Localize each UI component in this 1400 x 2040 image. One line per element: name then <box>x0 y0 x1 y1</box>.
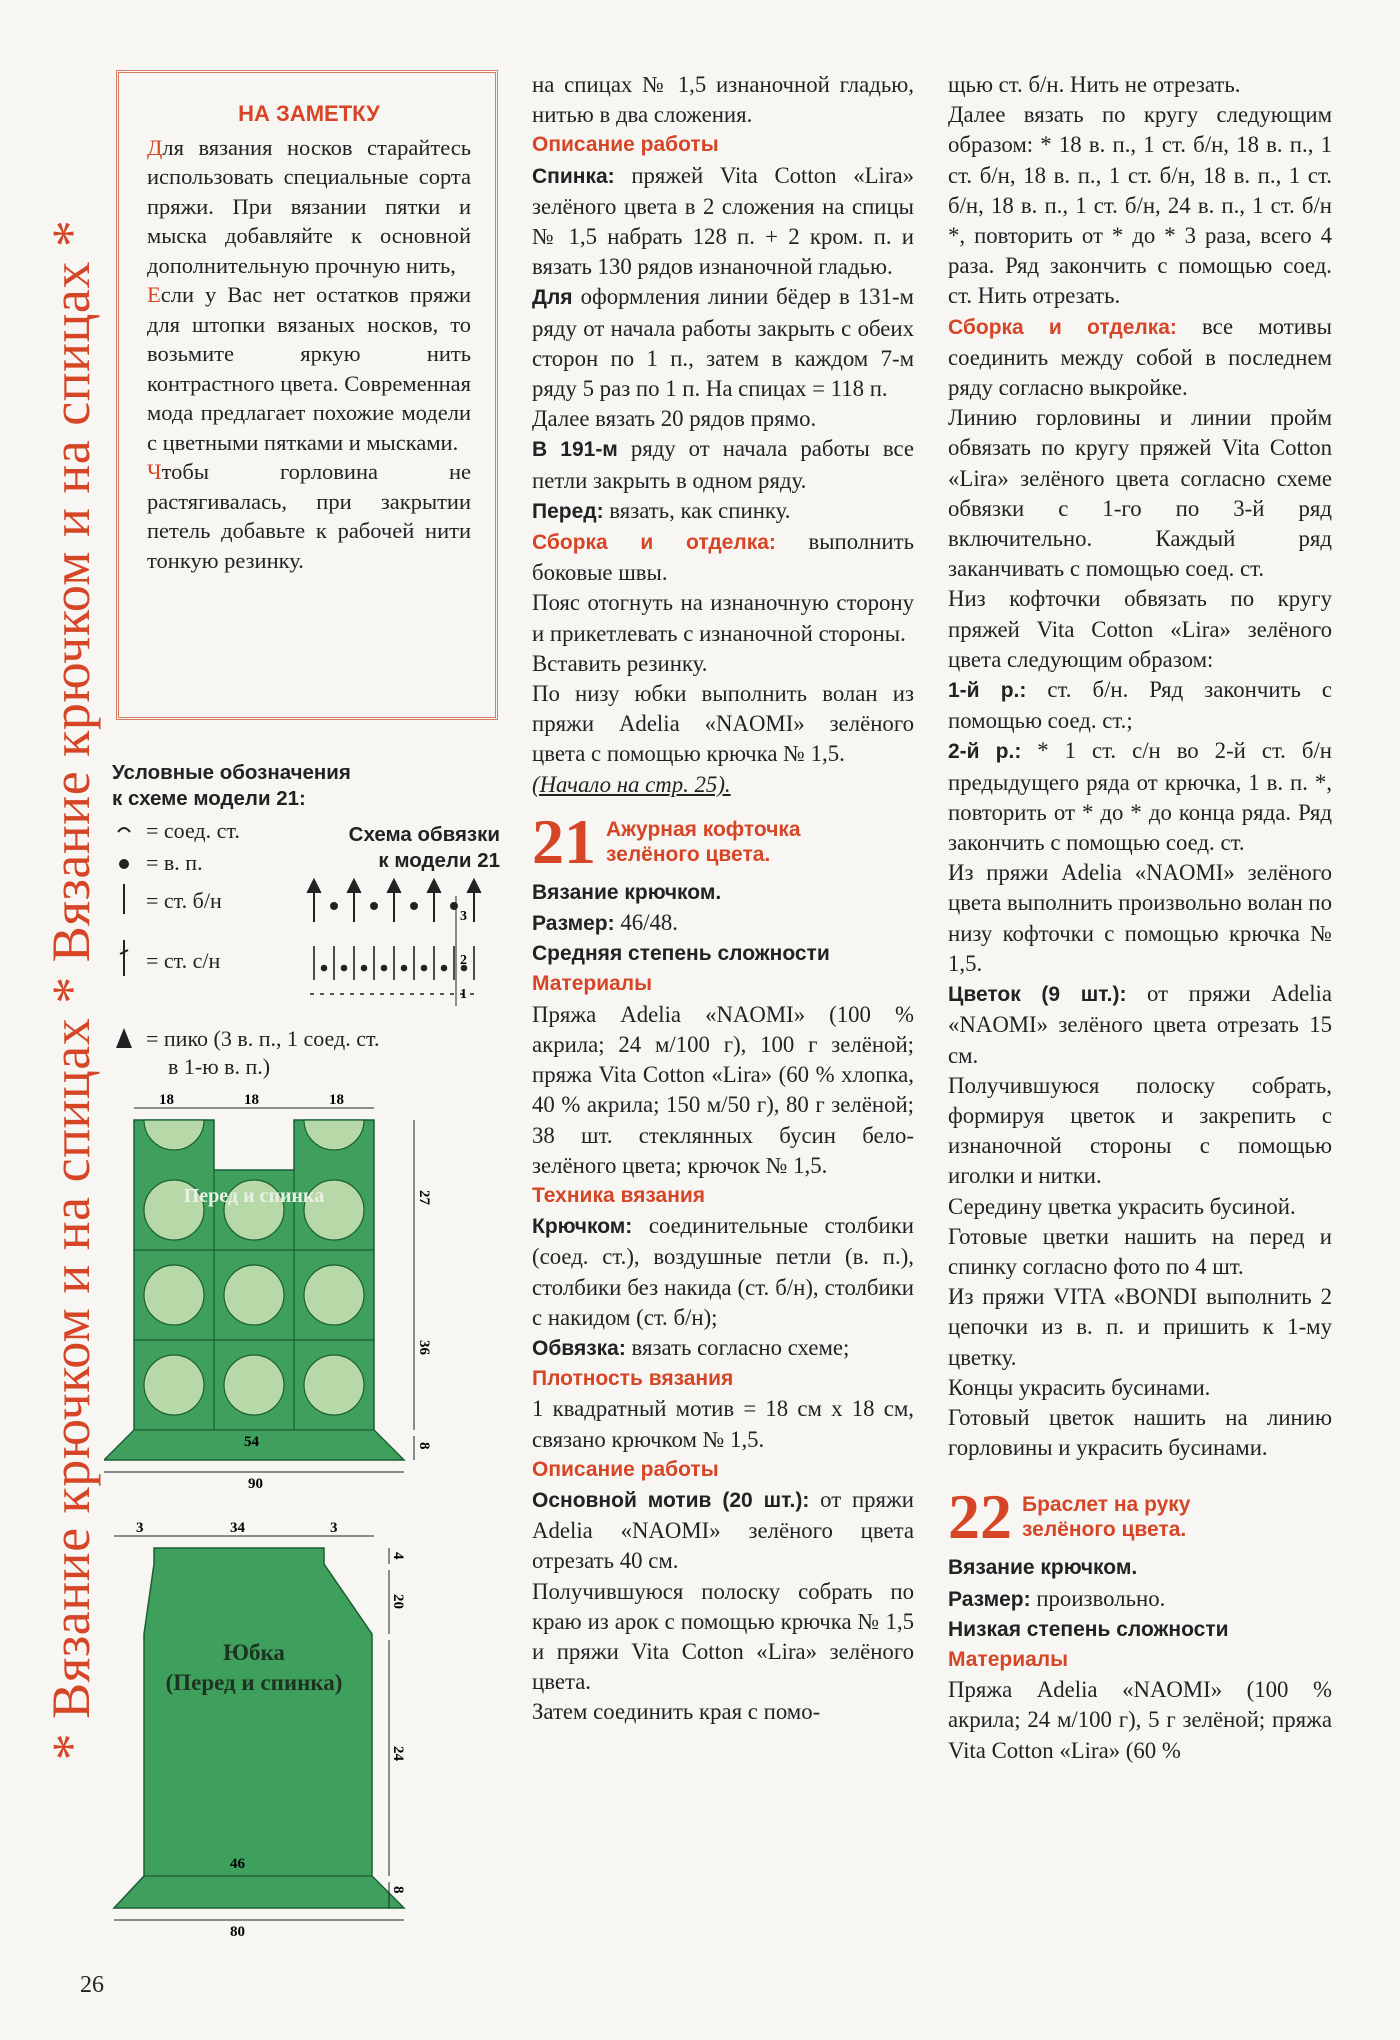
dim-20: 20 <box>390 1594 406 1609</box>
col2-p15: 1 квадратный мотив = 18 см х 18 см, связано крючком № 1,5. <box>532 1396 914 1452</box>
col3-p16: Пряжа Adelia «NAOMI» (100 % акрила; 24 м/100 г), 5 г зелёной; пряжа Vita Cotton «Lira» (60 % <box>948 1677 1332 1763</box>
top-label: Перед и спинка <box>183 1185 325 1207</box>
skirt-label-1: Юбка <box>223 1640 285 1665</box>
vertical-banner <box>36 60 106 1920</box>
legend-title-2: к схеме модели 21: <box>112 787 306 810</box>
note-title: НА ЗАМЕТКУ <box>238 101 380 126</box>
dim-3-b: 3 <box>330 1520 338 1536</box>
column-2 <box>532 70 914 1728</box>
dim-18-b: 18 <box>244 1092 259 1108</box>
dim-3-a: 3 <box>136 1520 144 1536</box>
chain-symbol <box>119 859 129 869</box>
col2-p4: Далее вязать 20 рядов прямо. <box>532 406 817 432</box>
dim-27: 27 <box>416 1190 432 1205</box>
model-21-number: 21 <box>532 805 596 877</box>
col2-p1: на спицах № 1,5 изнаночной гладью, нитью в два сложения. <box>532 72 914 128</box>
col2-p7: Сборка и отделка: выполнить боковые швы. <box>532 529 914 586</box>
col2-p12: Пряжа Adelia «NAOMI» (100 % акрила; 24 м/100 г), 100 г зелёной; пряжа Vita Cotton «Lira» (60 % хлопка, 40 % акрила; 150 м/50 г), 80 г зелёной; 38 шт. стеклянных бусин бело-зелёного цвета; крючок № 1,5. <box>532 1001 914 1178</box>
col2-p13: Крючком: соединительные столбики (соед. ст.), воздушные петли (в. п.), столбики без накида (ст. б/н), столбики с накидом (ст. б/н); <box>532 1213 914 1330</box>
legend-item-1: = соед. ст. <box>146 818 240 843</box>
col2-p16: Основной мотив (20 шт.): от пряжи Adelia «NAOMI» зелёного цвета отрезать 40 см. <box>532 1486 914 1574</box>
dim-46: 46 <box>230 1856 245 1872</box>
scheme-row-2 <box>314 946 474 980</box>
col2-p5: В 191-м ряду от начала работы все петли закрыть в одном ряду. <box>532 436 914 493</box>
edging-scheme <box>300 876 510 1016</box>
model-22-name-2: зелёного цвета. <box>1022 1518 1187 1542</box>
scheme-row-number-2: 2 <box>460 953 467 968</box>
skirt-label-2: (Перед и спинка) <box>165 1670 343 1695</box>
dim-8-skirt: 8 <box>390 1886 406 1894</box>
model-22-number: 22 <box>948 1481 1012 1553</box>
col3-p12: Готовые цветки нашить на перед и спинку согласно фото по 4 шт. <box>948 1223 1332 1279</box>
col3-p5: Низ кофточки обвязать по кругу пряжей Vita Cotton «Lira» зелёного цвета следующим образом: <box>948 586 1332 672</box>
note-box <box>116 70 498 720</box>
legend-items <box>112 818 380 1079</box>
col3-p13: Из пряжи VITA «BONDI выполнить 2 цепочки из в. п. и пришить к 1-му цветку. <box>948 1284 1332 1370</box>
legend-item-5: = пико (3 в. п., 1 соед. ст. <box>146 1026 380 1051</box>
col3-p1: щью ст. б/н. Нить не отрезать. <box>948 72 1241 97</box>
model-22-name-1: Браслет на руку <box>1022 1493 1191 1517</box>
col2-p17: Получившуюся полоску собрать по краю из арок с помощью крючка № 1,5 и пряжи Vita Cotton «Lira» зелёного цвета. <box>532 1578 914 1695</box>
col3-p4: Линию горловины и линии пройм обвязать по кругу пряжей Vita Cotton «Lira» зелёного цвета согласно схеме обвязки с 1-го по 3-й ряд включительно. Каждый ряд заканчивать с помощью соед. ст. <box>948 405 1332 582</box>
col3-p3: Сборка и отделка: все мотивы соединить между собой в последнем ряду согласно выкройке. <box>948 313 1332 401</box>
col3-p2: Далее вязать по кругу следующим образом: * 18 в. п., 1 ст. б/н, 18 в. п., 1 ст. б/н, 18 в. п., 1 ст. б/н, 18 в. п., 1 ст. б/н, 18 в. п., 1 ст. б/н, 24 в. п., 1 ст. б/н *, повторить от * до * 3 раза, всего 4 раза. Ряд закончить с помощью соед. ст. Нить отрезать. <box>948 102 1332 309</box>
note-paragraph-1: Для вязания носков старайтесь использовать специальные сорта пряжи. При вязании пятки и мыска добавляйте к основной дополнительную прочную нить, <box>147 134 471 278</box>
picot-symbol <box>116 1028 132 1048</box>
skirt-body <box>114 1548 404 1908</box>
col2-h1: Описание работы <box>532 133 719 157</box>
col2-p9: Вставить резинку. <box>532 650 708 676</box>
legend-item-4: = ст. с/н <box>146 948 221 973</box>
dim-18-c: 18 <box>329 1092 344 1108</box>
col3-p6: 1-й р.: ст. б/н. Ряд закончить с помощью соед. ст.; <box>948 677 1332 734</box>
col3-q2: Размер: произвольно. <box>948 1585 1166 1611</box>
col3-p7: 2-й р.: * 1 ст. с/н во 2-й ст. б/н предыдущего ряда от крючка, 1 в. п. *, повторить от * до * до конца ряда. Ряд закончить с помощью соед. ст. <box>948 738 1332 856</box>
model-22-heading <box>948 1481 1332 1553</box>
col3-p8: Из пряжи Adelia «NAOMI» зелёного цвета выполнить произвольно волан по низу кофточки с помощью крючка № 1,5. <box>948 860 1332 976</box>
scheme-title-1: Схема обвязки <box>348 823 500 846</box>
legend <box>112 760 502 812</box>
dim-24: 24 <box>390 1746 406 1761</box>
legend-item-6: в 1-ю в. п.) <box>168 1054 271 1079</box>
col2-p8: Пояс отогнуть на изнаночную сторону и прикетлевать с изнаночной стороны. <box>532 590 914 646</box>
col2-h2: Материалы <box>532 972 653 996</box>
col3-p11: Середину цветка украсить бусиной. <box>948 1193 1296 1219</box>
dim-80: 80 <box>230 1924 245 1936</box>
dim-90: 90 <box>248 1476 263 1490</box>
dim-36: 36 <box>416 1340 432 1355</box>
dim-4: 4 <box>390 1552 406 1560</box>
scheme-row-3 <box>308 880 480 922</box>
col3-p14: Концы украсить бусинами. <box>948 1374 1211 1400</box>
dim-34: 34 <box>230 1520 245 1536</box>
col2-h4: Плотность вязания <box>532 1367 734 1391</box>
dim-54: 54 <box>244 1434 259 1450</box>
top-pattern-diagram <box>104 1090 444 1490</box>
slip-stitch-symbol <box>118 828 130 832</box>
dim-8: 8 <box>416 1442 432 1450</box>
col3-h1: Материалы <box>948 1647 1069 1671</box>
col3-p15: Готовый цветок нашить на линию горловины и украсить бусинами. <box>948 1404 1332 1461</box>
col2-p3: Для оформления линии бёдер в 131-м ряду от начала работы закрыть с обеих сторон по 1 п., затем в каждом 7-м ряду 5 раз по 1 п. На спицах = 118 п. <box>532 284 914 402</box>
column-3 <box>948 70 1332 1766</box>
skirt-pattern-diagram <box>104 1516 444 1936</box>
col2-q1: Вязание крючком. <box>532 880 722 904</box>
col2-p6: Перед: вязать, как спинку. <box>532 497 791 523</box>
col3-q3: Низкая степень сложности <box>948 1617 1229 1641</box>
col3-p10: Получившуюся полоску собрать, формируя цветок и закрепить с изнаночной стороны с помощью иголки и нитки. <box>948 1072 1332 1189</box>
col2-p14: Обвязка: вязать согласно схеме; <box>532 1334 850 1360</box>
model-21-heading <box>532 805 914 877</box>
legend-title-1: Условные обозначения <box>112 761 351 784</box>
model-21-name-2: зелёного цвета. <box>606 842 771 866</box>
scheme-row-number-3: 3 <box>460 909 467 924</box>
scheme-title <box>310 822 500 874</box>
note-paragraph-3: Чтобы горловина не растягивалась, при закрытии петель добавьте к рабочей нити тонкую резинку. <box>147 459 471 573</box>
page-number: 26 <box>80 1972 104 1998</box>
legend-item-3: = ст. б/н <box>146 888 222 913</box>
note-paragraph-2: Если у Вас нет остатков пряжи для штопки вязаных носков, то возьмите яркую нить контрастного цвета. Современная мода предлагает похожие модели с цветными пятками и мысками. <box>147 282 471 455</box>
col2-h5: Описание работы <box>532 1457 719 1481</box>
banner-text: * Вязание крючком и на спицах * Вязание крючком и на спицах * <box>41 219 101 1761</box>
col2-p2: Спинка: пряжей Vita Cotton «Lira» зелёного цвета в 2 сложения на спицы № 1,5 набрать 128 п. + 2 кром. п. и вязать 130 рядов изнаночной гладью. <box>532 162 914 280</box>
col2-h3: Техника вязания <box>532 1183 706 1207</box>
col3-q1: Вязание крючком. <box>948 1556 1138 1580</box>
scheme-title-2: к модели 21 <box>378 849 500 872</box>
col2-q2: Размер: 46/48. <box>532 910 678 936</box>
col2-p18: Затем соединить края с помо- <box>532 1699 821 1725</box>
col3-p9: Цветок (9 шт.): от пряжи Adelia «NAOMI» зелёного цвета отрезать 15 см. <box>948 981 1332 1068</box>
scheme-row-number-1: 1 <box>460 987 467 1002</box>
legend-item-2: = в. п. <box>146 850 203 875</box>
dim-18-a: 18 <box>159 1092 174 1108</box>
col2-p10: По низу юбки выполнить волан из пряжи Adelia «NAOMI» зелёного цвета с помощью крючка № 1,5. <box>532 681 914 767</box>
col2-p11: (Начало на стр. 25). <box>532 771 731 797</box>
model-21-name-1: Ажурная кофточка <box>606 817 801 841</box>
col2-q3: Средняя степень сложности <box>532 942 830 966</box>
